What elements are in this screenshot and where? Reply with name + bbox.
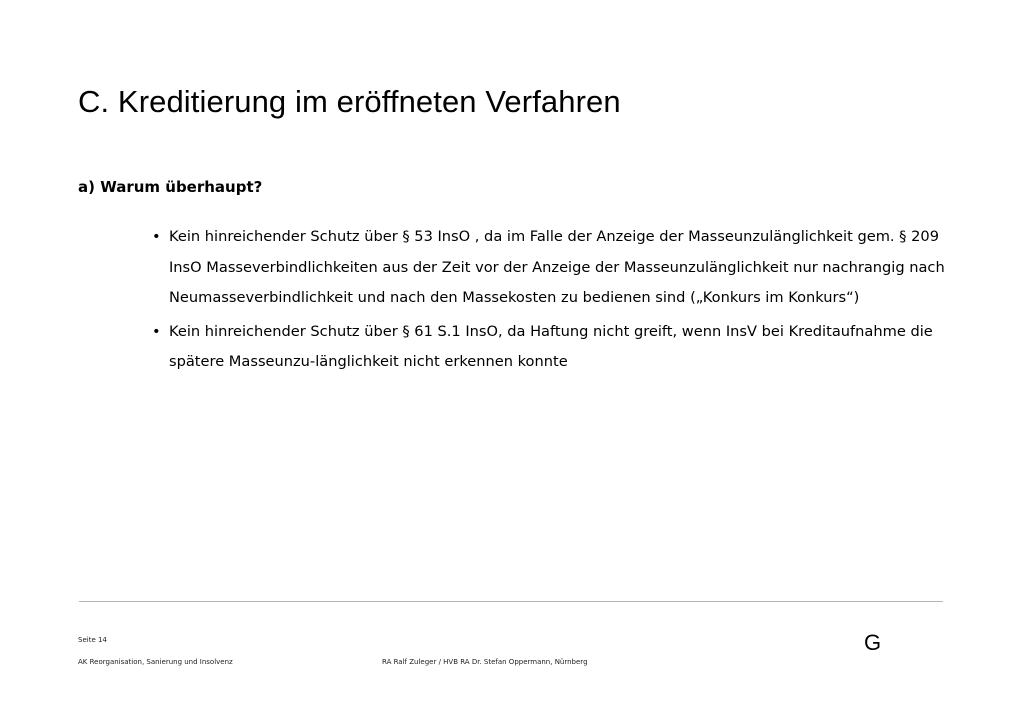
- bullet-dot-icon: •: [152, 228, 161, 245]
- bullet-text: Kein hinreichender Schutz über § 61 S.1 InsO, da Haftung nicht greift, wenn InsV bei Kreditaufnahme die spätere Masseunzu-länglichkeit nicht erkennen konnte: [169, 322, 933, 370]
- bullet-item: [152, 317, 952, 378]
- bullet-dot-icon: •: [152, 322, 161, 340]
- footer-organization: AK Reorganisation, Sanierung und Insolvenz: [78, 658, 233, 666]
- bullet-text: Kein hinreichender Schutz über § 53 InsO , da im Falle der Anzeige der Masseunzulänglichkeit gem. § 209 InsO Masseverbindlichkeiten aus der Zeit vor der Anzeige der Masseunzulänglichkeit nur nachrangig nach Neumasseverbindlichkeit und nach den Massekosten zu bedienen sind („Konkurs im Konkurs“): [169, 228, 945, 306]
- page-number: Seite 14: [78, 636, 107, 644]
- footer-divider: [79, 601, 943, 602]
- logo-letter: G: [864, 630, 882, 655]
- footer-authors: RA Ralf Zuleger / HVB RA Dr. Stefan Oppermann, Nürnberg: [382, 658, 588, 666]
- bullet-list: [152, 222, 952, 381]
- slide-title: C. Kreditierung im eröffneten Verfahren: [78, 84, 621, 119]
- section-subheading: a) Warum überhaupt?: [78, 178, 263, 196]
- bullet-item: [152, 222, 952, 314]
